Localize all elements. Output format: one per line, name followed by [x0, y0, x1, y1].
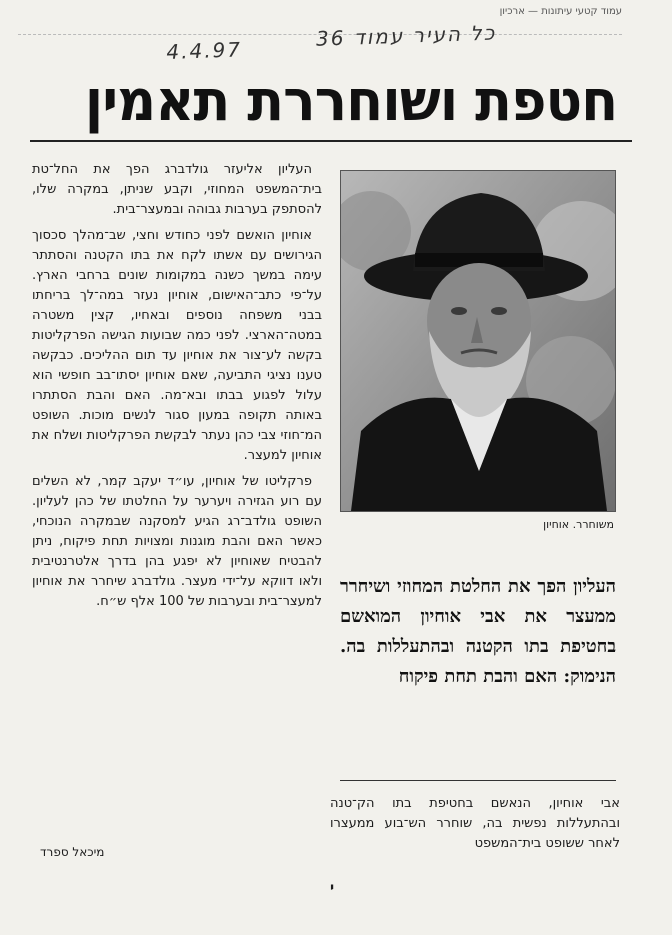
portrait-photo [340, 170, 616, 512]
portrait-image [341, 171, 615, 511]
headline: חטפת ושוחררת תאמין [84, 67, 618, 134]
byline: מיכאל ספרד [40, 845, 105, 859]
body-paragraph: פרקליטו של אוחיון, עו״ד יעקב קמר, לא השלים עם רוע הגזירה ויערער על החלטתו של כהן לעליון. השופט גולדב־רג הגיע למסקנה שבמקרה הנוכחי, כאשר האם והבת מוגנות ומצויות תחת פיקוח, ניתן להבטיח שאוחיון לא יפגע בהן בדרך אלטרנטיבית ולאו דווקא על־ידי מעצר. גולדברג שיחרר את אוחיון למעצר־בית ובערבות של 100 אלף ש״ח. [32, 474, 322, 609]
handwritten-note: כל העיר עמוד 36 [315, 20, 497, 51]
lead-divider [340, 780, 616, 781]
summary-text: אבי אוחיון, הנאשם בחטיפת בתו הק־טנה ובהתעללות נפשית בה, שוחרר הש־בוע ממעצרו לאחר ששופט בית־המשפט [330, 796, 620, 851]
header-strip: עמוד קטעי עיתונות — ארכיון [18, 6, 622, 35]
headline-divider [30, 140, 632, 142]
article-body [32, 160, 322, 618]
photo-caption: משוחרר. אוחיון [543, 518, 614, 531]
page-mark: י [330, 880, 335, 896]
body-paragraph: העליון אליעזר גולדברג הפך את החל־טת בית־המשפט המחוזי, וקבע שניתן, במקרה שלו, להסתפק בערבות גבוהה ובמעצר־בית. [32, 162, 322, 217]
body-paragraph: אוחיון הואשם לפני כחודש וחצי, שב־מהלך סכסוך הגירושים עם אשתו לקח את בתו הקטנה והסתתר עימה במשך כשנה במקומות שונים ברחבי הארץ. על־פי כתב־האישום, אוחיון נעזר במה־לך בריחתו בבני משפחה נוספים ובאחיו, קצין משטרה במטה־הארצי. לפני כמה שבועות הגישה הפרקליטות בקשה לע־צור את אוחיון עד תום ההליכים. כבקשה טענו נציגי התביעה, שאם אוחיון יסתו־בב חופשי הוא עלול לפגוע בבתו ובא־מה. האם והבת הסתתרו באותה תקופה במעון סגור לנשים מוכות. השופט המ־חוזי צבי כהן נעתר לבקשת הפרקליטות ושלח את אוחיון למעצר. [32, 228, 322, 463]
handwritten-date: 4.4.97 [166, 37, 243, 64]
lead-paragraph: העליון הפך את החלטת המחוזי ושיחרר ממעצר את אבי אוחיון המואשם בחטיפת בתו הקטנה ובהתעללות בה. הנימוק: האם והבת תחת פיקוח [340, 576, 616, 687]
